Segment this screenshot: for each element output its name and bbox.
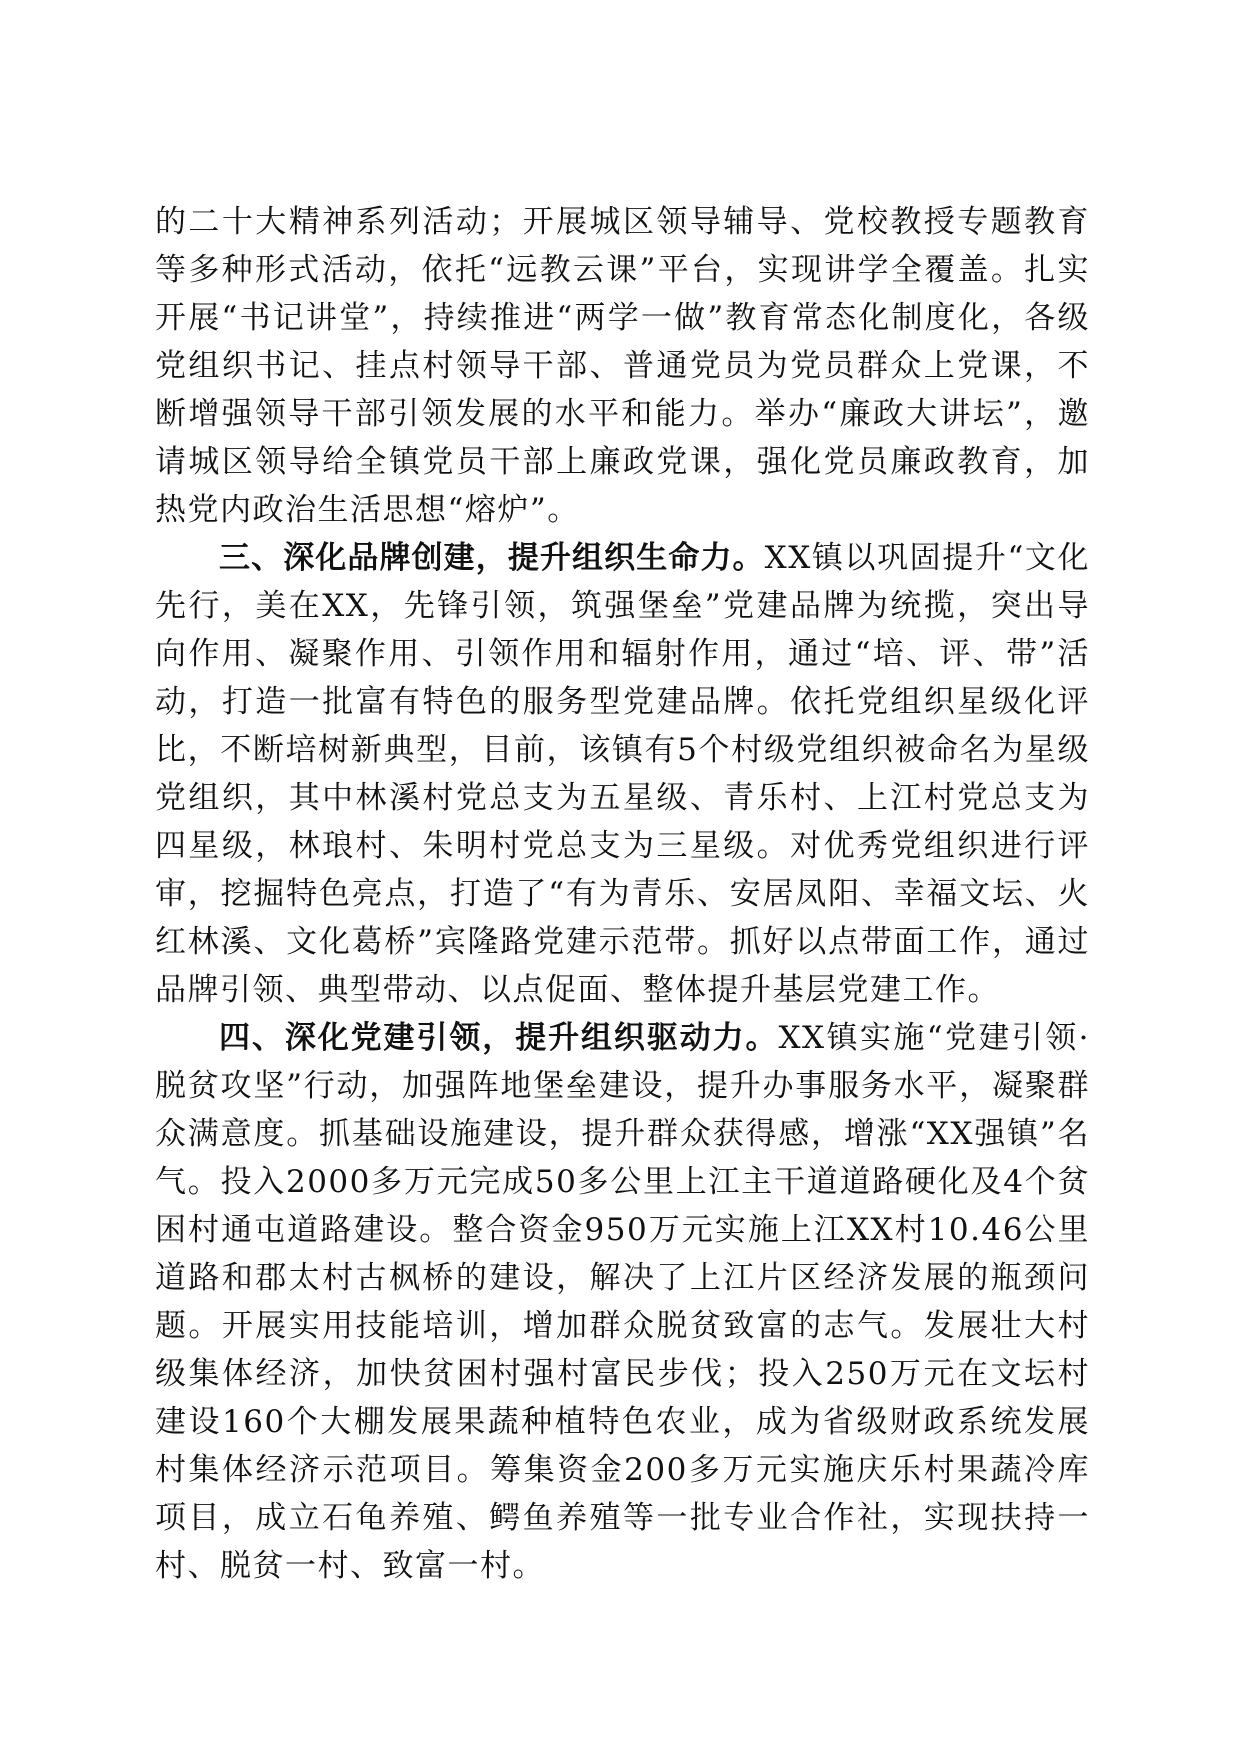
document-page [155,198,1090,1590]
section-heading-four: 四、深化党建引领，提升组织驱动力。 [219,1020,779,1056]
paragraph-section-three [155,534,1090,1014]
paragraph-continuation [155,198,1090,534]
paragraph-body: XX镇以巩固提升“文化先行，美在XX，先锋引领，筑强堡垒”党建品牌为统揽，突出导向作用、凝聚作用、引领作用和辐射作用，通过“培、评、带”活动，打造一批富有特色的服务型党建品牌。依托党组织星级化评比，不断培树新典型，目前，该镇有5个村级党组织被命名为星级党组织，其中林溪村党总支为五星级、青乐村、上江村党总支为四星级，林琅村、朱明村党总支为三星级。对优秀党组织进行评审，挖掘特色亮点，打造了“有为青乐、安居凤阳、幸福文坛、火红林溪、文化葛桥”宾隆路党建示范带。抓好以点带面工作，通过品牌引领、典型带动、以点促面、整体提升基层党建工作。 [155,540,1090,1008]
paragraph-body: 的二十大精神系列活动；开展城区领导辅导、党校教授专题教育等多种形式活动，依托“远教云课”平台，实现讲学全覆盖。扎实开展“书记讲堂”，持续推进“两学一做”教育常态化制度化，各级党组织书记、挂点村领导干部、普通党员为党员群众上党课，不断增强领导干部引领发展的水平和能力。举办“廉政大讲坛”，邀请城区领导给全镇党员干部上廉政党课，强化党员廉政教育，加热党内政治生活思想“熔炉”。 [155,204,1090,528]
section-heading-three: 三、深化品牌创建，提升组织生命力。 [219,540,765,576]
paragraph-body: XX镇实施“党建引领·脱贫攻坚”行动，加强阵地堡垒建设，提升办事服务水平，凝聚群众满意度。抓基础设施建设，提升群众获得感，增涨“XX强镇”名气。投入2000多万元完成50多公里上江主干道道路硬化及4个贫困村通屯道路建设。整合资金950万元实施上江XX村10.46公里道路和郡太村古枫桥的建设，解决了上江片区经济发展的瓶颈问题。开展实用技能培训，增加群众脱贫致富的志气。发展壮大村级集体经济，加快贫困村强村富民步伐；投入250万元在文坛村建设160个大棚发展果蔬种植特色农业，成为省级财政系统发展村集体经济示范项目。筹集资金200多万元实施庆乐村果蔬冷库项目，成立石龟养殖、鳄鱼养殖等一批专业合作社，实现扶持一村、脱贫一村、致富一村。 [155,1020,1090,1584]
paragraph-section-four [155,1014,1090,1590]
